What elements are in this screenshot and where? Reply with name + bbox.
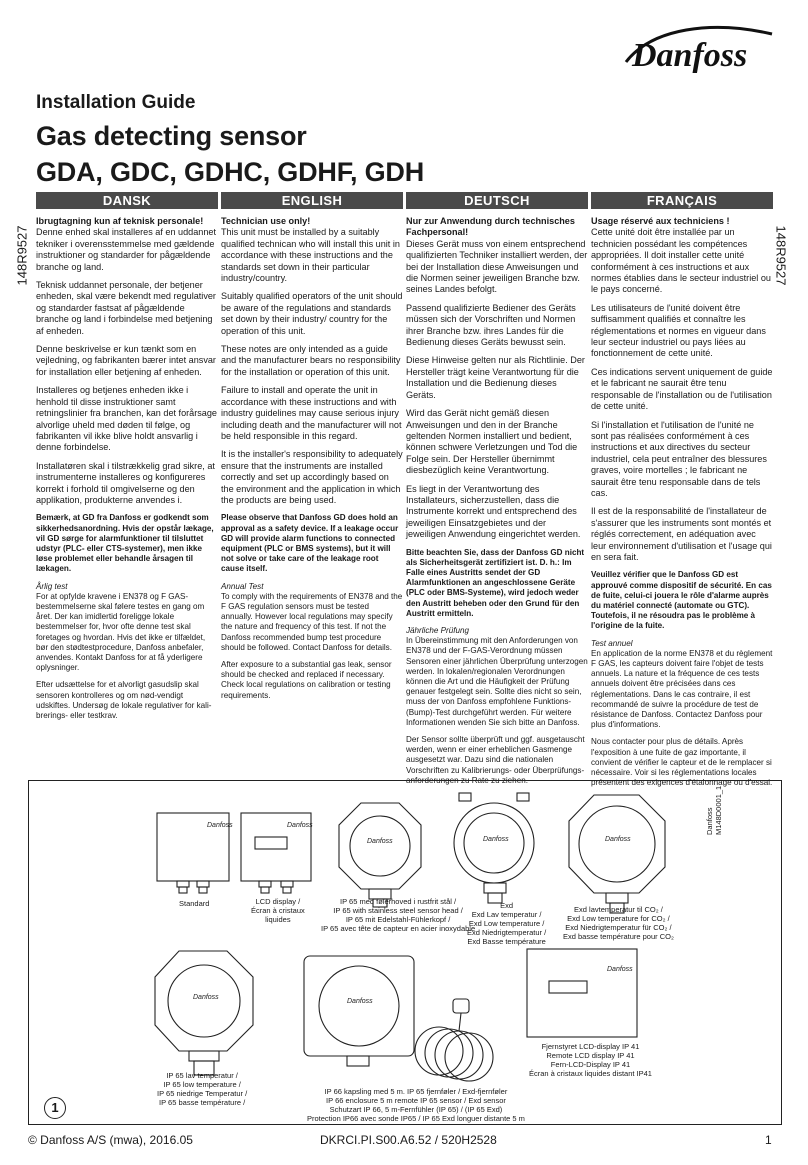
column-english <box>221 192 403 708</box>
paragraph: Installeres og betjenes enheden ikke i henhold til disse instruktioner samt retningslinier fra branchen, kan det forårsage alvorlige uheld med døden til følge, og fabrikanten vil ikke blive holdt ansvarlig i denne forbindelse. <box>36 385 217 453</box>
paragraph: Wird das Gerät nicht gemäß diesen Anweisungen und den in der Branche geltenden Normen installiert und bedient, können schwere Verletzungen und Tod die Folge sein. Der Hersteller übernimmt diesbezüglich keine Verantwortung. <box>406 408 578 476</box>
caption-ip65-low: IP 65 lav temperatur / IP 65 low temperature / IP 65 niedrige Temperatur / IP 65 basse température / <box>157 1071 248 1107</box>
svg-text:Danfoss: Danfoss <box>605 836 631 843</box>
paragraph: Suitably qualified operators of the unit should be aware of the regulations and standards set down by their industry/ country for the operation of this unit. <box>221 291 403 336</box>
ip65-low-temp-sensor-drawing <box>155 951 253 1075</box>
footer-doc-code: DKRCI.PI.S00.A6.52 / 520H2528 <box>320 1133 497 1147</box>
paragraph: Failure to install and operate the unit in accordance with these instructions and with industry guidelines may cause serious injury including death and the manufacturer will not be held responsible in this regard. <box>221 385 402 441</box>
figure-number: 1 <box>44 1097 66 1119</box>
column-heading: ENGLISH <box>221 192 403 209</box>
after-exposure-text: Efter udsættelse for et alvorligt gasudslip skal sensoren kontrolleres og om nød-vendigt udskiftes. Undersøg de lokale regulativer for kali-brerings- eller testkrav. <box>36 680 212 720</box>
intro-bold: Nur zur Anwendung durch technisches Fachpersonal! <box>406 216 575 238</box>
svg-text:Danfoss: Danfoss <box>483 836 509 843</box>
svg-text:Danfoss: Danfoss <box>367 838 393 845</box>
guide-label: Installation Guide <box>36 92 196 113</box>
caption-ip65-steel: IP 65 med følerhoved i rustfrit stål / IP 65 with stainless steel sensor head / IP 65 mit Edelstahl-Fühlerkopf / IP 65 avec tête de capteur en acier inoxydable <box>321 897 476 933</box>
test-text: For at opfylde kravene i EN378 og F GAS-bestemmelserne skal følere testes en gang om året. Der kan imidlertid foreligge lokale bestemmelser for, hvor ofte denne test skal foretages og hvordan. Hvis det ikke er tilfældet, bør den stødtestprocedure, Danfoss anbefaler, anvendes. Kontakt Danfoss for at få yderligere oplysninger. <box>36 591 206 673</box>
intro-bold: Ibrugtagning kun af teknisk personale! <box>36 216 204 226</box>
footer-copyright: © Danfoss A/S (mwa), 2016.05 <box>28 1133 193 1147</box>
paragraph: Es liegt in der Verantwortung des Installateurs, sicherzustellen, dass die Instrumente korrekt und entsprechend des jeweiligen Einsatzgebietes und der jeweiligen Anwendung eingerichtet werden. <box>406 483 581 540</box>
caption-ip66: IP 66 kapsling med 5 m. IP 65 fjernføler / Exd-fjernføler IP 66 enclosure 5 m remote IP 65 sensor / Exd sensor Schutzart IP 66, 5 m-Fernfühler (IP 65) / (IP 65 Exd) Protection IP66 avec sonde IP65 / IP 65 Exd longuer distante 5 m <box>307 1087 525 1123</box>
test-text: To comply with the requirements of EN378 and the F GAS regulation sensors must be tested annually. However local regulations may specify the nature and frequency of this test. If not the Danfoss recommended bump test procedure should be followed. Contact Danfoss for details. <box>221 591 403 652</box>
brand-wordmark: Danfoss <box>632 37 748 74</box>
paragraph: Installatøren skal i tilstrækkelig grad sikre, at instrumenterne installeres og konfigureres korrekt i forhold til omgivelserne og den applikation, produkterne anvendes i. <box>36 460 215 505</box>
footer-page-number: 1 <box>765 1133 772 1147</box>
paragraph: Les utilisateurs de l'unité doivent être suffisamment qualifiés et connaître les réglementations et normes en vigueur dans leur secteur industriel ou pays liées au fonctionnement de cette unité. <box>591 302 766 359</box>
caption-remote-lcd: Fjernstyret LCD-display IP 41 Remote LCD display IP 41 Fern-LCD-Display IP 41 Écran à cristaux liquides distant IP41 <box>529 1042 652 1078</box>
paragraph: Denne beskrivelse er kun tænkt som en vejledning, og fabrikanten bærer intet ansvar for installation eller betjening af enheden. <box>36 344 216 377</box>
remote-lcd-drawing <box>527 949 637 1037</box>
product-figure <box>28 780 782 1125</box>
ip65-steel-sensor-drawing <box>339 803 421 907</box>
intro-text: Denne enhed skal installeres af en uddannet tekniker i overensstemmelse med gældende instruktioner og standarder for pågældende branche og land. <box>36 227 216 272</box>
page-title: Gas detecting sensor <box>36 121 307 151</box>
danfoss-logo <box>622 22 780 74</box>
side-code-right: 148R9527 <box>773 225 789 286</box>
test-text: En application de la norme EN378 et du règlement F GAS, les capteurs doivent faire l'objet de tests annuels. La nature et la fréquence de ces tests annuels doivent être précisées dans ces réglementations. Dans le cas contraire, il est recommandé de suivre la procédure de test de résistance de Danfoss. Contactez Danfoss pour plus d'informations. <box>591 648 773 730</box>
intro-text: Dieses Gerät muss von einem entsprechend qualifizierten Techniker installiert werden, der bei der Installation diese Anweisungen und die Normen seiner jeweiligen Branche bzw. seines Landes befolgt. <box>406 238 588 295</box>
intro-text: This unit must be installed by a suitably qualified technican who will install this unit in accordance with these instructions and the standards set down in their particular industry/country. <box>221 227 400 284</box>
paragraph: Passend qualifizierte Bediener des Geräts müssen sich der Vorschriften und Normen ihrer Branche bzw. ihres Landes für die Bedienung dieses Geräts bewusst sein. <box>406 302 576 348</box>
svg-text:Danfoss: Danfoss <box>287 822 313 829</box>
paragraph: Diese Hinweise gelten nur als Richtlinie. Der Hersteller trägt keine Verantwortung für die Installation und die Bedienung dieses Geräts. <box>406 355 585 400</box>
paragraph: Il est de la responsabilité de l'installateur de s'assurer que les instruments sont montés et réglés correctement, en adéquation avec leur environnement d'utilisation et l'usage qui en sera fait. <box>591 506 772 562</box>
svg-text:Danfoss: Danfoss <box>347 998 373 1005</box>
paragraph: These notes are only intended as a guide and the manufacturer bears no responsibility for the installation or operation of this unit. <box>221 344 401 377</box>
intro-bold: Usage réservé aux techniciens ! <box>591 216 730 226</box>
svg-text:Danfoss: Danfoss <box>193 994 219 1001</box>
warning-note: Veuillez vérifier que le Danfoss GD est approuvé comme dispositif de sécurité. En cas de fuite, celui-ci jouera le rôle d'alarme auprès du matériel connecté (automate ou GTC). Toutefois, il ne résoudra pas le problème à l'origine de la fuite. <box>591 570 772 631</box>
side-code-left: 148R9527 <box>14 225 30 286</box>
paragraph: Si l'installation et l'utilisation de l'unité ne sont pas réalisées conformément à ces instructions et aux directives du secteur industriel, cela peut entraîner des blessures graves, voire mortelles ; le fabricant ne saurait être tenu responsable dans de tels cas. <box>591 419 767 498</box>
after-exposure-text: Nous contacter pour plus de détails. Après l'exposition à une fuite de gaz importante, il convient de vérifier le capteur et de le remplacer si nécessaire. Voir si les réglementations locales présentent des exigences d'étalonnage ou d'essai. <box>591 737 773 788</box>
test-heading: Årlig test <box>36 581 68 591</box>
column-heading: DANSK <box>36 192 218 209</box>
column-heading: DEUTSCH <box>406 192 588 209</box>
column-heading: FRANÇAIS <box>591 192 773 209</box>
paragraph: Ces indications servent uniquement de guide et le fabricant ne saurait être tenu responsable de l'installation ou de l'utilisation de cette unité. <box>591 366 773 412</box>
warning-note: Bemærk, at GD fra Danfoss er godkendt som sikkerhedsanordning. Hvis der opstår lækage, vil GD sørge for alarmfunktioner til tilsluttet udstyr (PLC- eller CTS-systemer), men ikke løse problemet eller behandle årsagen til lækagen. <box>36 513 214 574</box>
product-drawings <box>29 781 783 1126</box>
svg-text:Danfoss: Danfoss <box>207 822 233 829</box>
caption-exd-co2: Exd lavtemperatur til CO₂ / Exd Low temperature for CO₂ / Exd Niedrigtemperatur für CO₂ / Exd basse température pour CO₂ <box>563 905 674 941</box>
page-subtitle-models: GDA, GDC, GDHC, GDHF, GDH <box>36 157 425 187</box>
test-heading: Annual Test <box>221 581 264 591</box>
ip66-remote-sensor-drawing <box>304 956 493 1081</box>
column-dansk <box>36 192 218 728</box>
paragraph: It is the installer's responsibility to adequately ensure that the instruments are installed correctly and set up accordingly based on the environment and the application in which the products are being used. <box>221 449 403 505</box>
test-heading: Test annuel <box>591 638 633 648</box>
exd-co2-sensor-drawing <box>569 795 665 913</box>
caption-standard: Standard <box>179 899 210 908</box>
column-deutsch <box>406 192 588 793</box>
after-exposure-text: Der Sensor sollte überprüft und ggf. ausgetauscht werden, wenn er einer erheblichen Gasmenge ausgesetzt war. Dazu sind die nationalen Vorschriften zu Kalibrierungs- oder Überprüfungs-anforderungen zu Rate zu ziehen. <box>406 735 585 785</box>
test-heading: Jährliche Prüfung <box>406 625 469 635</box>
column-francais <box>591 192 773 795</box>
paragraph: Teknisk uddannet personale, der betjener enheden, skal være bekendt med regulativer og standarder fastsat af pågældende branche og land i forbindelse med betjening af enheden. <box>36 280 216 336</box>
intro-text: Cette unité doit être installée par un technicien possédant les compétences appropriées. Il doit installer cette unité conformément à ces instructions et aux normes établies dans le secteur industriel ou le pays concerné. <box>591 227 771 295</box>
caption-lcd: LCD display / Écran à cristaux liquides <box>251 897 305 924</box>
intro-bold: Technician use only! <box>221 216 311 226</box>
svg-text:Danfoss: Danfoss <box>607 966 633 973</box>
figure-code: Danfoss M148D0001_1 <box>705 785 723 835</box>
warning-note: Please observe that Danfoss GD does hold an approval as a safety device. If a leakage occur GD will provide alarm functions to connected equipment (PLC or BMS systems), but it will not solve or take care of the leakage root cause itself. <box>221 513 399 574</box>
standard-sensor-drawing <box>157 813 233 893</box>
test-text: In Übereinstimmung mit den Anforderungen von EN378 und der F-GAS-Verordnung müssen Sensoren einer jährlichen Überprüfung unterzogen werden. In lokalen/regionalen Verordnungen können die Art und die Häufigkeit der Prüfung genauer festgelegt sein. Sollte dies nicht so sein, muss der von Danfoss empfohlene Funktions-(Bump)-Test durchgeführt werden. Für weitere Informationen wenden Sie sich bitte an Danfoss. <box>406 636 588 727</box>
caption-exd: Exd Exd Lav temperatur / Exd Low temperature / Exd Niedrigtemperatur / Exd Basse température <box>467 901 547 946</box>
warning-note: Bitte beachten Sie, dass der Danfoss GD nicht als Sicherheitsgerät zertifiziert ist. D. h.: Im Falle eines Austritts sendet der GD Alarmfunktionen an angeschlossene Geräte (PLC oder BMS-Systeme), wird jedoch weder den Austritt beheben oder den Grund für den Austritt ermitteln. <box>406 547 585 618</box>
after-exposure-text: After exposure to a substantial gas leak, sensor should be checked and replaced if necessary. Check local regulations on calibration or testing requirements. <box>221 659 392 700</box>
lcd-sensor-drawing <box>241 813 313 893</box>
exd-sensor-drawing <box>454 793 534 903</box>
